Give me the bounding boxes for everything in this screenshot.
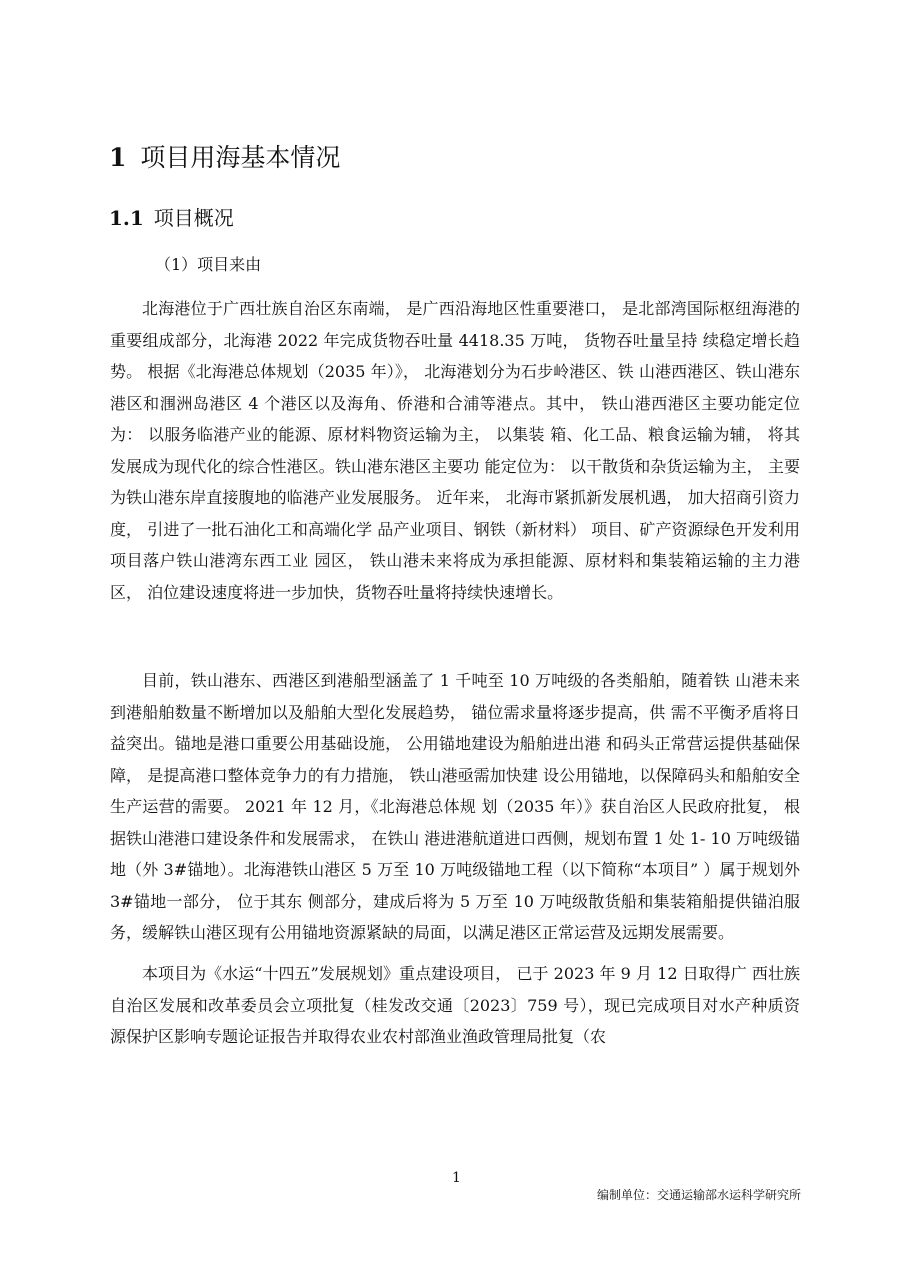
section-number: 1.1 (109, 206, 144, 230)
footer-organization: 编制单位：交通运输部水运科学研究所 (596, 1188, 801, 1202)
section-heading (109, 202, 234, 231)
paragraph-3: 本项目为《水运“十四五”发展规划》重点建设项目， 已于 2023 年 9 月 12 日取得广 西壮族自治区发展和改革委员会立项批复（桂发改交通〔2023〕759 号），现已完成项目对水产种质资源保护区影响专题论证报告并取得农业农村部渔业渔政管理局批复（农 (110, 964, 800, 1046)
paragraph-1: 北海港位于广西壮族自治区东南端， 是广西沿海地区性重要港口， 是北部湾国际枢纽海港的重要组成部分，北海港 2022 年完成货物吞吐量 4418.35 万吨， 货物吞吐量呈持 续稳定增长趋势。 根据《北海港总体规划（2035 年）》， 北海港划分为石步岭港区、铁 山港西港区、铁山港东港区和涠洲岛港区 4 个港区以及海角、侨港和合浦等港点。其中， 铁山港西港区主要功能定位为： 以服务临港产业的能源、原材料物资运输为主， 以集装 箱、化工品、粮食运输为辅， 将其发展成为现代化的综合性港区。铁山港东港区主要功 能定位为： 以干散货和杂货运输为主， 主要为铁山港东岸直接腹地的临港产业发展服务。 近年来， 北海市紧抓新发展机遇， 加大招商引资力度， 引进了一批石油化工和高端化学 品产业项目、钢铁（新材料） 项目、矿产资源绿色开发利用项目落户铁山港湾东西工业 园区， 铁山港未来将成为承担能源、原材料和集装箱运输的主力港区， 泊位建设速度将进一步加快，货物吞吐量将持续快速增长。 (110, 299, 800, 602)
chapter-heading (109, 138, 340, 174)
chapter-title: 项目用海基本情况 (140, 143, 341, 172)
subsection-heading: （1）项目来由 (155, 255, 262, 274)
chapter-number: 1 (109, 143, 127, 172)
section-title: 项目概况 (153, 206, 234, 230)
paragraph-2: 目前，铁山港东、西港区到港船型涵盖了 1 千吨至 10 万吨级的各类船舶，随着铁 山港未来到港船舶数量不断增加以及船舶大型化发展趋势， 锚位需求量将逐步提高，供 需不平衡矛盾将日益突出。锚地是港口重要公用基础设施， 公用锚地建设为船舶进出港 和码头正常营运提供基础保障， 是提高港口整体竞争力的有力措施， 铁山港亟需加快建 设公用锚地，以保障码头和船舶安全生产运营的需要。 2021 年 12 月，《北海港总体规 划（2035 年）》获自治区人民政府批复， 根据铁山港港口建设条件和发展需求， 在铁山 港进港航道进口西侧，规划布置 1 处 1- 10 万吨级锚地（外 3#锚地）。北海港铁山港区 5 万至 10 万吨级锚地工程（以下简称“本项目” ）属于规划外 3#锚地一部分， 位于其东 侧部分，建成后将为 5 万至 10 万吨级散货船和集装箱船提供锚泊服务，缓解铁山港区现有公用锚地资源紧缺的局面，以满足港区正常运营及远期发展需要。 (110, 671, 800, 942)
page-number: 1 (452, 1170, 461, 1186)
